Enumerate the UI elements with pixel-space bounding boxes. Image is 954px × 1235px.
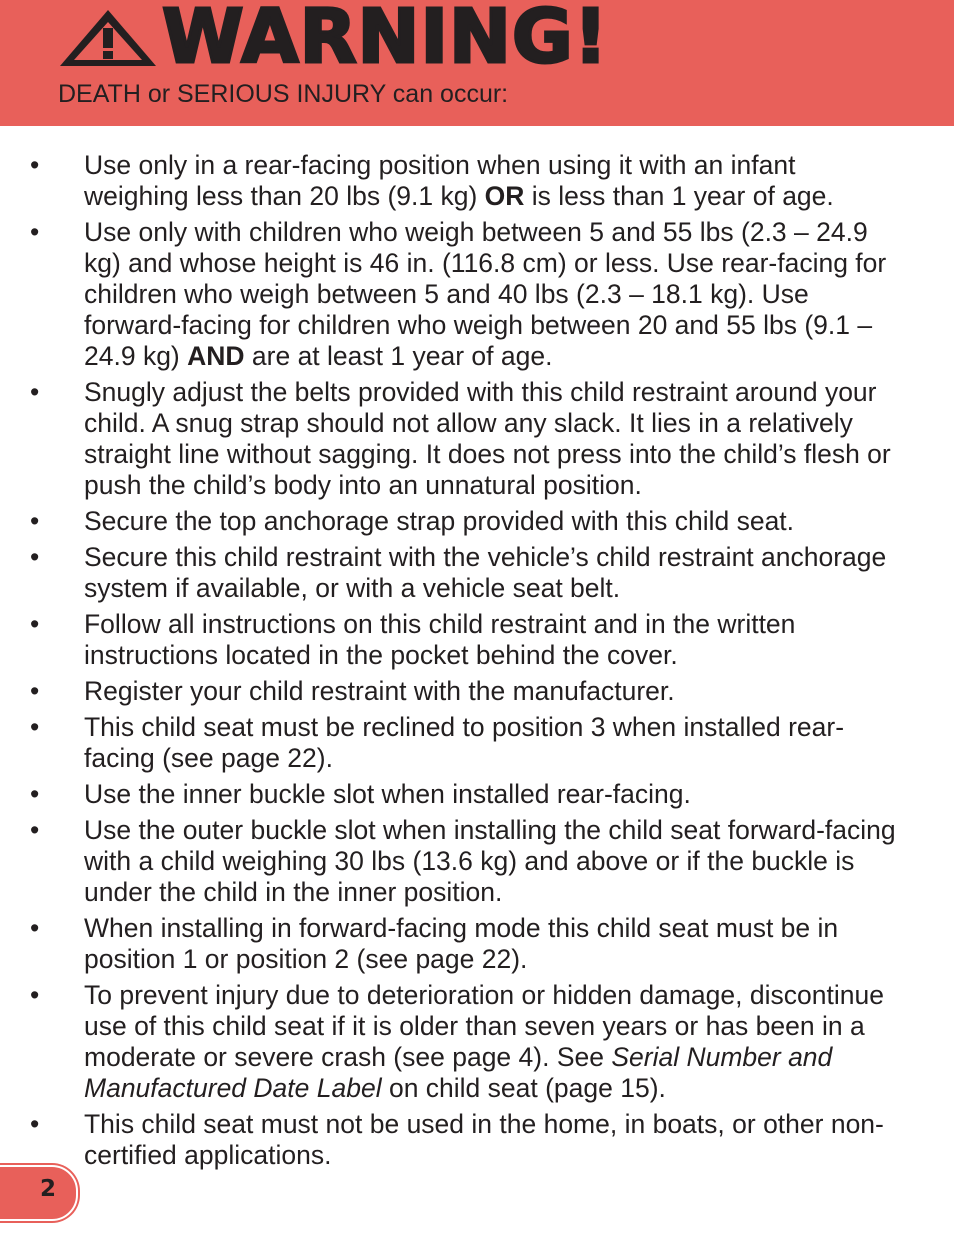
bullet-icon: • xyxy=(30,542,40,572)
warning-triangle-icon xyxy=(58,8,158,68)
bullet-icon: • xyxy=(30,217,40,247)
bullet-icon: • xyxy=(30,506,40,536)
item-text: Secure this child restraint with the vehicle’s child restraint anchorage system if available, or with a vehicle seat belt. xyxy=(84,542,887,603)
list-item xyxy=(30,506,900,537)
page-number: 2 xyxy=(40,1176,57,1202)
warning-subtitle: DEATH or SERIOUS INJURY can occur: xyxy=(58,80,509,108)
item-text: Secure the top anchorage strap provided with this child seat. xyxy=(84,506,795,536)
list-item xyxy=(30,1109,900,1171)
item-text: Snugly adjust the belts provided with this child restraint around your child. A snug strap should not allow any slack. It lies in a relatively straight line without sagging. It does not press into the child’s flesh or push the child’s body into an unnatural position. xyxy=(84,377,891,500)
item-text: This child seat must not be used in the home, in boats, or other non-certified applications. xyxy=(84,1109,884,1170)
bullet-icon: • xyxy=(30,377,40,407)
emphasis-bold: OR xyxy=(484,181,525,211)
item-text: Follow all instructions on this child restraint and in the written instructions located in the pocket behind the cover. xyxy=(84,609,796,670)
emphasis-italic: Serial Number and Manufactured Date Label xyxy=(84,1042,833,1103)
item-text: is less than 1 year of age. xyxy=(524,181,834,211)
item-text: Register your child restraint with the manufacturer. xyxy=(84,676,675,706)
warning-title: WARNING! xyxy=(162,0,609,80)
list-item xyxy=(30,542,900,604)
bullet-icon: • xyxy=(30,779,40,809)
list-item xyxy=(30,609,900,671)
item-text: Use only with children who weigh between 5 and 55 lbs (2.3 – 24.9 kg) and whose height is 46 in. (116.8 cm) or less. Use rear-facing for children who weigh between 5 and 40 lbs (2.3 – 18.1 kg). Use forward-facing for children who weigh between 20 and 55 lbs (9.1 – 24.9 kg) xyxy=(84,217,887,371)
item-text: Use the inner buckle slot when installed rear-facing. xyxy=(84,779,691,809)
item-text: Use the outer buckle slot when installing the child seat forward-facing with a child weighing 30 lbs (13.6 kg) and above or if the buckle is under the child in the inner position. xyxy=(84,815,896,907)
bullet-icon: • xyxy=(30,913,40,943)
page-number-tab xyxy=(0,1165,78,1221)
warning-banner xyxy=(0,0,954,126)
bullet-icon: • xyxy=(30,676,40,706)
item-text: When installing in forward-facing mode this child seat must be in position 1 or position 2 (see page 22). xyxy=(84,913,839,974)
bullet-icon: • xyxy=(30,980,40,1010)
list-item xyxy=(30,815,900,908)
item-text: This child seat must be reclined to position 3 when installed rear-facing (see page 22). xyxy=(84,712,845,773)
item-text: are at least 1 year of age. xyxy=(244,341,553,371)
item-text: on child seat (page 15). xyxy=(381,1073,666,1103)
list-item xyxy=(30,980,900,1104)
list-item xyxy=(30,377,900,501)
bullet-icon: • xyxy=(30,609,40,639)
item-text: Use only in a rear-facing position when using it with an infant weighing less than 20 lbs (9.1 kg) xyxy=(84,150,796,211)
list-item xyxy=(30,712,900,774)
list-item xyxy=(30,676,900,707)
list-item xyxy=(30,913,900,975)
list-item xyxy=(30,779,900,810)
bullet-icon: • xyxy=(30,712,40,742)
item-text: To prevent injury due to deterioration or hidden damage, discontinue use of this child seat if it is older than seven years or has been in a moderate or severe crash (see page 4). See xyxy=(84,980,884,1072)
bullet-icon: • xyxy=(30,1109,40,1139)
emphasis-bold: AND xyxy=(187,341,245,371)
warning-list xyxy=(30,150,900,1176)
list-item xyxy=(30,150,900,212)
bullet-icon: • xyxy=(30,150,40,180)
bullet-icon: • xyxy=(30,815,40,845)
list-item xyxy=(30,217,900,372)
